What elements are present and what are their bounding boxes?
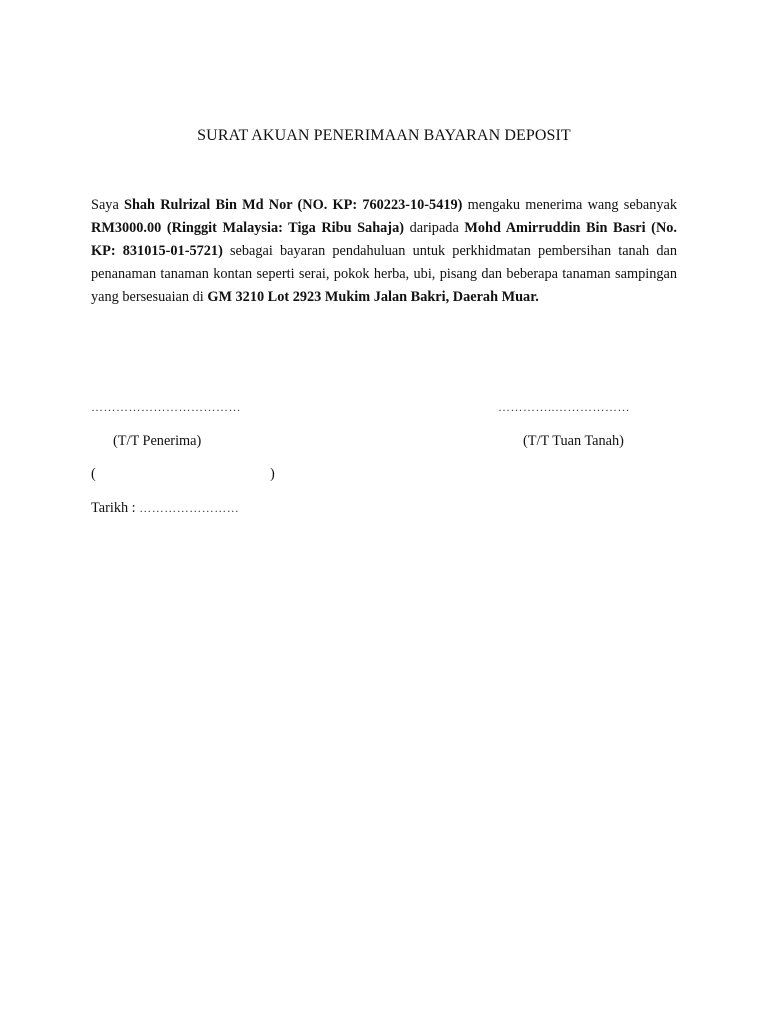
recipient-signature-line: ……………………………… <box>91 400 241 414</box>
name-bracket-open: ( <box>91 466 96 482</box>
paragraph-text-2: mengaku menerima wang sebanyak <box>462 197 677 213</box>
acknowledgement-paragraph <box>91 194 677 309</box>
name-bracket-close: ) <box>270 466 275 482</box>
date-line: …………………… <box>139 501 240 515</box>
paragraph-text-4: sebagai bayaran pendahuluan untuk perkhidmatan pembersihan tanah dan penanaman tanaman kontan seperti serai, pokok herba, ubi, pisang dan beberapa tanaman sampingan yang bersesuaian di <box>91 243 677 305</box>
paragraph-text-1: Saya <box>91 197 124 213</box>
recipient-name: Shah Rulrizal Bin Md Nor (NO. KP: 760223-10-5419) <box>124 197 463 213</box>
recipient-signature-label: (T/T Penerima) <box>113 433 202 449</box>
paragraph-text-3: daripada <box>403 220 465 236</box>
landowner-signature-label: (T/T Tuan Tanah) <box>523 433 624 449</box>
date-row <box>91 500 239 517</box>
document-title: SURAT AKUAN PENERIMAAN BAYARAN DEPOSIT <box>197 127 571 144</box>
landowner-signature-line: …………..……………… <box>498 400 630 414</box>
payer-name: Mohd Amirruddin Bin Basri (No. KP: 831015-01-5721) <box>91 220 677 259</box>
date-label: Tarikh : <box>91 500 140 516</box>
deposit-amount: RM3000.00 (Ringgit Malaysia: Tiga Ribu Sahaja) <box>91 220 404 236</box>
land-location: GM 3210 Lot 2923 Mukim Jalan Bakri, Daerah Muar. <box>207 289 539 305</box>
